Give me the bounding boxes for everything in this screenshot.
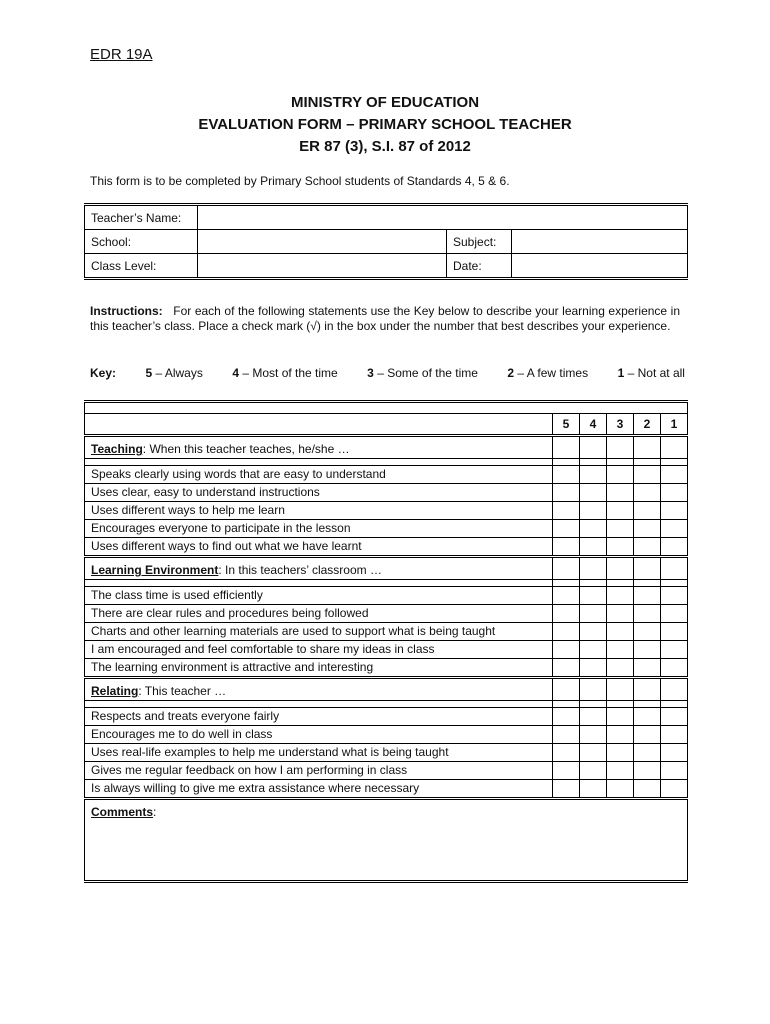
rating-box-3[interactable] (607, 502, 634, 520)
key-item-5: 5 – Always (145, 366, 203, 380)
scale-header-4: 4 (580, 414, 607, 436)
section-header-row (85, 557, 688, 580)
spacer-box-2 (634, 459, 661, 466)
rating-box-4[interactable] (580, 605, 607, 623)
statement-text: Gives me regular feedback on how I am performing in class (85, 762, 553, 780)
school-label: School: (85, 230, 198, 254)
scale-header-5: 5 (553, 414, 580, 436)
rating-box-2[interactable] (634, 708, 661, 726)
date-field[interactable] (512, 254, 688, 279)
statement-text: Speaks clearly using words that are easy to understand (85, 466, 553, 484)
rating-box-2[interactable] (634, 605, 661, 623)
statement-row (85, 659, 688, 678)
subject-field[interactable] (512, 230, 688, 254)
document-code: EDR 19A (90, 46, 153, 63)
rating-box-5[interactable] (553, 484, 580, 502)
rating-box-1[interactable] (661, 744, 688, 762)
rating-box-3[interactable] (607, 726, 634, 744)
section-spacer-row (85, 580, 688, 587)
section-header-box-2 (634, 678, 661, 701)
section-title-label: Learning Environment (91, 563, 219, 577)
date-label: Date: (447, 254, 512, 279)
comments-label: Comments (91, 805, 154, 819)
section-header-box-2 (634, 557, 661, 580)
rating-box-3[interactable] (607, 587, 634, 605)
spacer-box-2 (634, 580, 661, 587)
section-header-row (85, 678, 688, 701)
statement-text: Uses clear, easy to understand instructions (85, 484, 553, 502)
rating-box-1[interactable] (661, 502, 688, 520)
rating-box-1[interactable] (661, 484, 688, 502)
rating-box-2[interactable] (634, 726, 661, 744)
section-header-box-1 (661, 436, 688, 459)
rating-box-5[interactable] (553, 708, 580, 726)
teacher-name-field[interactable] (198, 205, 688, 230)
section-header-box-5 (553, 678, 580, 701)
rating-box-5[interactable] (553, 623, 580, 641)
statement-row (85, 641, 688, 659)
section-spacer-row (85, 701, 688, 708)
statement-text: Respects and treats everyone fairly (85, 708, 553, 726)
rating-box-1[interactable] (661, 623, 688, 641)
rating-box-5[interactable] (553, 538, 580, 557)
rating-box-3[interactable] (607, 641, 634, 659)
scale-header-2: 2 (634, 414, 661, 436)
section-spacer-cell (85, 580, 553, 587)
section-title-label: Relating (91, 684, 139, 698)
rating-box-2[interactable] (634, 520, 661, 538)
rating-box-2[interactable] (634, 484, 661, 502)
spacer-box-4 (580, 459, 607, 466)
instructions-text: For each of the following statements use the Key below to describe your learning experience in this teacher’s class. Place a check mark (√) in the box under the number that best describes your experience. (90, 304, 680, 333)
rating-box-3[interactable] (607, 520, 634, 538)
section-header-box-1 (661, 557, 688, 580)
key-item-2: 2 – A few times (507, 366, 589, 380)
section-subtitle: This teacher … (141, 684, 227, 698)
rating-box-2[interactable] (634, 762, 661, 780)
statement-text: Encourages me to do well in class (85, 726, 553, 744)
statement-row (85, 466, 688, 484)
section-header-row (85, 436, 688, 459)
rating-box-1[interactable] (661, 659, 688, 678)
instructions (90, 304, 680, 334)
section-title-label: Teaching (91, 442, 143, 456)
key-item-3: 3 – Some of the time (367, 366, 478, 380)
statement-row (85, 744, 688, 762)
rating-box-4[interactable] (580, 623, 607, 641)
rating-box-1[interactable] (661, 780, 688, 799)
rating-box-4[interactable] (580, 484, 607, 502)
rating-box-5[interactable] (553, 466, 580, 484)
rating-box-1[interactable] (661, 520, 688, 538)
section-header-box-3 (607, 678, 634, 701)
section-header-box-2 (634, 436, 661, 459)
rating-box-4[interactable] (580, 708, 607, 726)
statement-text: There are clear rules and procedures being followed (85, 605, 553, 623)
grid-top-row (85, 402, 688, 414)
rating-box-4[interactable] (580, 538, 607, 557)
section-spacer-row (85, 459, 688, 466)
instructions-label: Instructions: (90, 304, 163, 318)
rating-box-5[interactable] (553, 502, 580, 520)
spacer-box-4 (580, 701, 607, 708)
section-header-box-5 (553, 557, 580, 580)
key-item-4: 4 – Most of the time (232, 366, 338, 380)
scale-header-row (85, 414, 688, 436)
rating-box-3[interactable] (607, 744, 634, 762)
rating-box-2[interactable] (634, 466, 661, 484)
rating-box-3[interactable] (607, 623, 634, 641)
spacer-box-3 (607, 580, 634, 587)
section-header-box-4 (580, 678, 607, 701)
statement-row (85, 762, 688, 780)
rating-box-4[interactable] (580, 744, 607, 762)
school-field[interactable] (198, 230, 447, 254)
statement-text: Is always willing to give me extra assistance where necessary (85, 780, 553, 799)
header-info-table (84, 203, 688, 280)
rating-box-2[interactable] (634, 587, 661, 605)
rating-box-3[interactable] (607, 484, 634, 502)
rating-box-1[interactable] (661, 587, 688, 605)
rating-box-5[interactable] (553, 659, 580, 678)
rating-key (90, 366, 685, 380)
rating-box-3[interactable] (607, 659, 634, 678)
rating-box-4[interactable] (580, 762, 607, 780)
form-title: EVALUATION FORM – PRIMARY SCHOOL TEACHER (198, 116, 572, 133)
scale-header-3: 3 (607, 414, 634, 436)
rating-box-4[interactable] (580, 659, 607, 678)
rating-box-2[interactable] (634, 538, 661, 557)
statement-row (85, 726, 688, 744)
rating-box-4[interactable] (580, 587, 607, 605)
rating-box-2[interactable] (634, 744, 661, 762)
rating-box-5[interactable] (553, 587, 580, 605)
scale-header-spacer (85, 414, 553, 436)
subject-label: Subject: (447, 230, 512, 254)
statement-text: Uses different ways to help me learn (85, 502, 553, 520)
statement-text: Charts and other learning materials are used to support what is being taught (85, 623, 553, 641)
spacer-box-1 (661, 701, 688, 708)
evaluation-grid (84, 400, 688, 883)
rating-box-2[interactable] (634, 502, 661, 520)
rating-box-4[interactable] (580, 780, 607, 799)
statement-text: I am encouraged and feel comfortable to share my ideas in class (85, 641, 553, 659)
rating-box-4[interactable] (580, 502, 607, 520)
key-label: Key: (90, 366, 117, 380)
form-title-block (0, 92, 770, 158)
rating-box-3[interactable] (607, 708, 634, 726)
section-header-box-4 (580, 557, 607, 580)
section-spacer-cell (85, 459, 553, 466)
rating-box-3[interactable] (607, 780, 634, 799)
section-header-box-1 (661, 678, 688, 701)
statement-text: Uses real-life examples to help me understand what is being taught (85, 744, 553, 762)
section-subtitle: In this teachers’ classroom … (221, 563, 382, 577)
rating-box-1[interactable] (661, 538, 688, 557)
rating-box-2[interactable] (634, 641, 661, 659)
teacher-name-label: Teacher’s Name: (85, 205, 198, 230)
statement-text: The learning environment is attractive and interesting (85, 659, 553, 678)
rating-box-1[interactable] (661, 762, 688, 780)
rating-box-4[interactable] (580, 726, 607, 744)
class-level-field[interactable] (198, 254, 447, 279)
rating-box-3[interactable] (607, 605, 634, 623)
rating-box-4[interactable] (580, 466, 607, 484)
comments-box[interactable]: Comments: (85, 799, 688, 882)
section-spacer-cell (85, 701, 553, 708)
statement-row (85, 520, 688, 538)
statement-row (85, 605, 688, 623)
key-item-1: 1 – Not at all (617, 366, 685, 380)
rating-box-5[interactable] (553, 780, 580, 799)
rating-box-5[interactable] (553, 520, 580, 538)
rating-box-1[interactable] (661, 726, 688, 744)
section-title: Learning Environment: In this teachers’ classroom … (85, 557, 553, 580)
rating-box-2[interactable] (634, 780, 661, 799)
statement-row (85, 780, 688, 799)
rating-box-5[interactable] (553, 641, 580, 659)
rating-box-5[interactable] (553, 605, 580, 623)
statement-text: The class time is used efficiently (85, 587, 553, 605)
rating-box-1[interactable] (661, 466, 688, 484)
intro-text: This form is to be completed by Primary School students of Standards 4, 5 & 6. (90, 174, 510, 188)
statement-text: Encourages everyone to participate in the lesson (85, 520, 553, 538)
rating-box-1[interactable] (661, 641, 688, 659)
class-level-label: Class Level: (85, 254, 198, 279)
rating-box-5[interactable] (553, 762, 580, 780)
spacer-box-2 (634, 701, 661, 708)
section-header-box-3 (607, 557, 634, 580)
statement-row (85, 538, 688, 557)
statement-row (85, 587, 688, 605)
statement-row (85, 502, 688, 520)
spacer-box-1 (661, 459, 688, 466)
comments-row (85, 799, 688, 882)
rating-box-4[interactable] (580, 520, 607, 538)
rating-box-3[interactable] (607, 762, 634, 780)
spacer-box-5 (553, 459, 580, 466)
section-subtitle: When this teacher teaches, he/she … (146, 442, 350, 456)
section-title: Teaching: When this teacher teaches, he/she … (85, 436, 553, 459)
rating-box-5[interactable] (553, 744, 580, 762)
section-header-box-3 (607, 436, 634, 459)
spacer-box-5 (553, 580, 580, 587)
spacer-box-3 (607, 459, 634, 466)
scale-header-1: 1 (661, 414, 688, 436)
regulation-reference: ER 87 (3), S.I. 87 of 2012 (299, 138, 471, 155)
rating-box-2[interactable] (634, 623, 661, 641)
statement-row (85, 708, 688, 726)
statement-row (85, 623, 688, 641)
section-title: Relating: This teacher … (85, 678, 553, 701)
rating-box-2[interactable] (634, 659, 661, 678)
spacer-box-1 (661, 580, 688, 587)
grid-top-cell (85, 402, 688, 414)
section-header-box-4 (580, 436, 607, 459)
spacer-box-4 (580, 580, 607, 587)
rating-box-1[interactable] (661, 708, 688, 726)
section-header-box-5 (553, 436, 580, 459)
spacer-box-3 (607, 701, 634, 708)
statement-text: Uses different ways to find out what we have learnt (85, 538, 553, 557)
rating-box-1[interactable] (661, 605, 688, 623)
rating-box-5[interactable] (553, 726, 580, 744)
rating-box-3[interactable] (607, 466, 634, 484)
rating-box-3[interactable] (607, 538, 634, 557)
ministry-title: MINISTRY OF EDUCATION (290, 94, 480, 111)
rating-box-4[interactable] (580, 641, 607, 659)
statement-row (85, 484, 688, 502)
spacer-box-5 (553, 701, 580, 708)
